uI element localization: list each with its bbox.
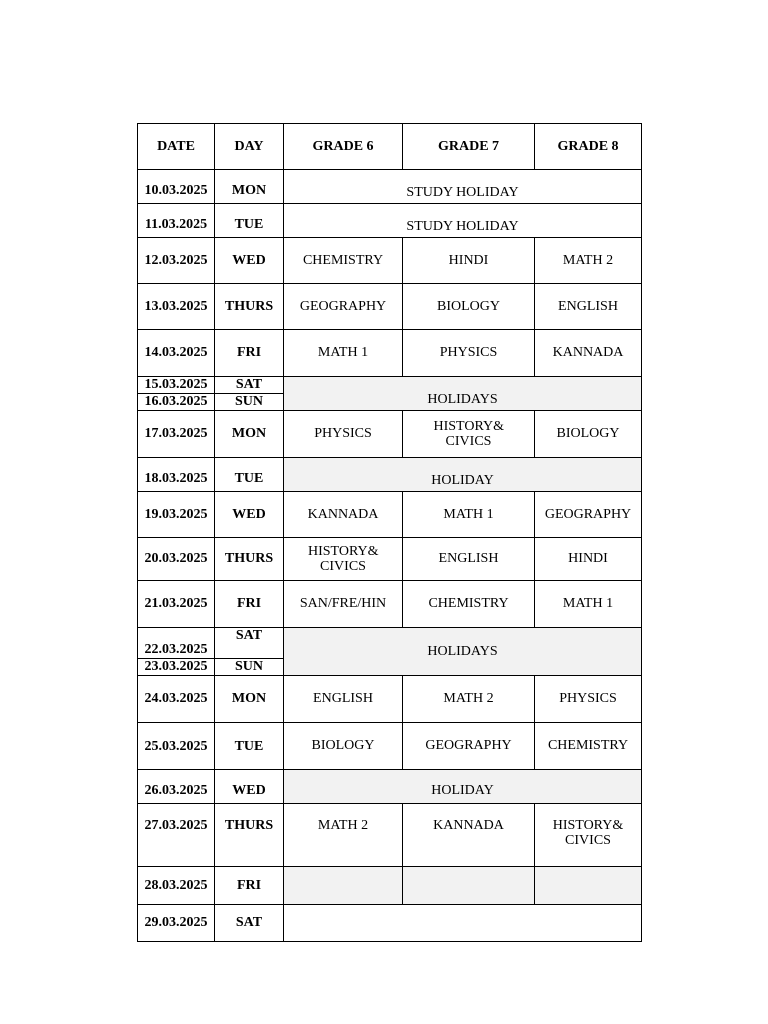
day-cell: THURS bbox=[215, 804, 284, 867]
table-row bbox=[138, 330, 642, 377]
day-cell: FRI bbox=[215, 581, 284, 628]
date-cell: 23.03.2025 bbox=[138, 659, 215, 676]
table-row bbox=[138, 377, 642, 394]
date-cell: 28.03.2025 bbox=[138, 867, 215, 905]
table-row bbox=[138, 204, 642, 238]
table-row bbox=[138, 411, 642, 458]
table-row bbox=[138, 538, 642, 581]
date-cell: 11.03.2025 bbox=[138, 204, 215, 238]
grade-7-subject: ENGLISH bbox=[403, 538, 535, 581]
date-cell: 16.03.2025 bbox=[138, 394, 215, 411]
merged-note-cell: HOLIDAYS bbox=[284, 628, 642, 676]
grade-6-subject: MATH 2 bbox=[284, 804, 403, 867]
date-cell: 21.03.2025 bbox=[138, 581, 215, 628]
grade-6-subject bbox=[284, 538, 403, 581]
day-cell: TUE bbox=[215, 723, 284, 770]
table-row bbox=[138, 770, 642, 804]
table-row bbox=[138, 581, 642, 628]
grade-6-subject: ENGLISH bbox=[284, 676, 403, 723]
day-cell: WED bbox=[215, 492, 284, 538]
header-grade-6: GRADE 6 bbox=[284, 124, 403, 170]
grade-8-subject-text: HISTORY& CIVICS bbox=[552, 818, 624, 848]
grade-8-subject bbox=[535, 804, 642, 867]
day-cell: WED bbox=[215, 770, 284, 804]
table-row bbox=[138, 905, 642, 942]
grade-8-subject: PHYSICS bbox=[535, 676, 642, 723]
table-row bbox=[138, 676, 642, 723]
day-cell: MON bbox=[215, 676, 284, 723]
grade-7-subject: BIOLOGY bbox=[403, 284, 535, 330]
grade-8-subject: KANNADA bbox=[535, 330, 642, 377]
date-cell: 10.03.2025 bbox=[138, 170, 215, 204]
table-row bbox=[138, 628, 642, 659]
day-cell: THURS bbox=[215, 284, 284, 330]
table-row bbox=[138, 238, 642, 284]
merged-note-cell: HOLIDAY bbox=[284, 770, 642, 804]
grade-7-subject-text: HISTORY& CIVICS bbox=[433, 419, 505, 449]
header-grade-8: GRADE 8 bbox=[535, 124, 642, 170]
grade-7-subject: CHEMISTRY bbox=[403, 581, 535, 628]
grade-6-subject: CHEMISTRY bbox=[284, 238, 403, 284]
table-row bbox=[138, 170, 642, 204]
grade-7-subject: GEOGRAPHY bbox=[403, 723, 535, 770]
date-cell: 26.03.2025 bbox=[138, 770, 215, 804]
day-cell: SUN bbox=[215, 659, 284, 676]
date-cell: 22.03.2025 bbox=[138, 628, 215, 659]
exam-timetable bbox=[137, 123, 642, 942]
day-cell: WED bbox=[215, 238, 284, 284]
grade-6-subject: SAN/FRE/HIN bbox=[284, 581, 403, 628]
date-cell: 19.03.2025 bbox=[138, 492, 215, 538]
grade-7-subject: MATH 2 bbox=[403, 676, 535, 723]
grade-6-subject: GEOGRAPHY bbox=[284, 284, 403, 330]
table-row bbox=[138, 284, 642, 330]
day-cell: SAT bbox=[215, 905, 284, 942]
date-cell: 25.03.2025 bbox=[138, 723, 215, 770]
date-cell: 15.03.2025 bbox=[138, 377, 215, 394]
grade-6-subject bbox=[284, 867, 403, 905]
grade-7-subject: HINDI bbox=[403, 238, 535, 284]
grade-7-subject bbox=[403, 411, 535, 458]
date-cell: 24.03.2025 bbox=[138, 676, 215, 723]
grade-6-subject: KANNADA bbox=[284, 492, 403, 538]
grade-6-subject: MATH 1 bbox=[284, 330, 403, 377]
date-cell: 14.03.2025 bbox=[138, 330, 215, 377]
grade-8-subject: MATH 2 bbox=[535, 238, 642, 284]
merged-note-cell: STUDY HOLIDAY bbox=[284, 204, 642, 238]
day-cell: THURS bbox=[215, 538, 284, 581]
table-row bbox=[138, 804, 642, 867]
merged-note-cell: STUDY HOLIDAY bbox=[284, 170, 642, 204]
grade-7-subject: MATH 1 bbox=[403, 492, 535, 538]
grade-8-subject: GEOGRAPHY bbox=[535, 492, 642, 538]
grade-7-subject bbox=[403, 867, 535, 905]
merged-note-cell bbox=[284, 905, 642, 942]
merged-note-cell: HOLIDAY bbox=[284, 458, 642, 492]
grade-8-subject: CHEMISTRY bbox=[535, 723, 642, 770]
date-cell: 12.03.2025 bbox=[138, 238, 215, 284]
day-cell: SUN bbox=[215, 394, 284, 411]
day-cell: MON bbox=[215, 170, 284, 204]
grade-6-subject: BIOLOGY bbox=[284, 723, 403, 770]
grade-8-subject: HINDI bbox=[535, 538, 642, 581]
date-cell: 27.03.2025 bbox=[138, 804, 215, 867]
table-row bbox=[138, 723, 642, 770]
header-date: DATE bbox=[138, 124, 215, 170]
day-cell: SAT bbox=[215, 628, 284, 659]
day-cell: TUE bbox=[215, 458, 284, 492]
day-cell: MON bbox=[215, 411, 284, 458]
header-grade-7: GRADE 7 bbox=[403, 124, 535, 170]
header-day: DAY bbox=[215, 124, 284, 170]
table-row bbox=[138, 492, 642, 538]
grade-8-subject: MATH 1 bbox=[535, 581, 642, 628]
grade-7-subject: PHYSICS bbox=[403, 330, 535, 377]
table-row bbox=[138, 867, 642, 905]
date-cell: 18.03.2025 bbox=[138, 458, 215, 492]
day-cell: FRI bbox=[215, 867, 284, 905]
date-cell: 17.03.2025 bbox=[138, 411, 215, 458]
grade-8-subject: BIOLOGY bbox=[535, 411, 642, 458]
date-cell: 29.03.2025 bbox=[138, 905, 215, 942]
day-cell: FRI bbox=[215, 330, 284, 377]
grade-6-subject: PHYSICS bbox=[284, 411, 403, 458]
grade-6-subject-text: HISTORY& CIVICS bbox=[308, 544, 379, 574]
date-cell: 20.03.2025 bbox=[138, 538, 215, 581]
grade-7-subject: KANNADA bbox=[403, 804, 535, 867]
grade-8-subject bbox=[535, 867, 642, 905]
grade-8-subject: ENGLISH bbox=[535, 284, 642, 330]
date-cell: 13.03.2025 bbox=[138, 284, 215, 330]
header-row bbox=[138, 124, 642, 170]
day-cell: TUE bbox=[215, 204, 284, 238]
table-row bbox=[138, 458, 642, 492]
merged-note-cell: HOLIDAYS bbox=[284, 377, 642, 411]
day-cell: SAT bbox=[215, 377, 284, 394]
